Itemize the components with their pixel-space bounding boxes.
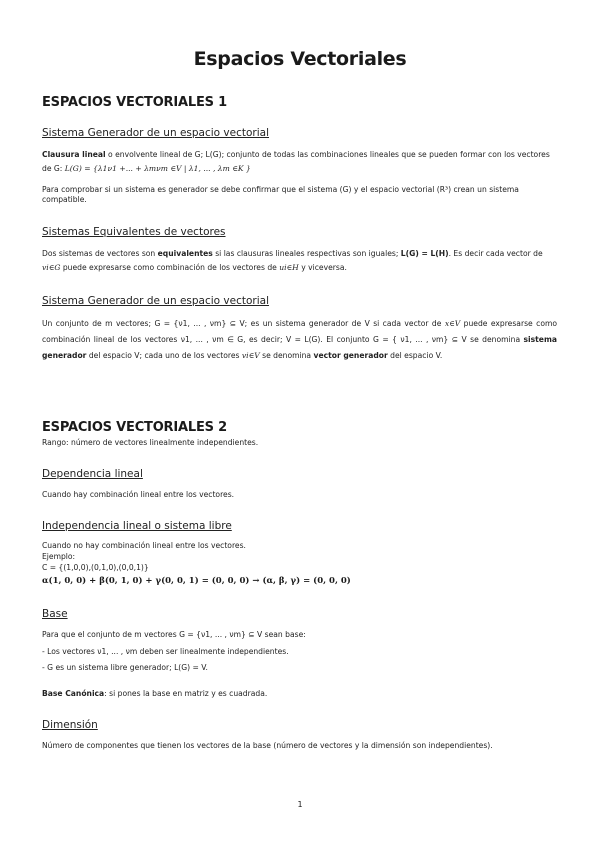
base-canonica-text: : si pones la base en matriz y es cuadrada.: [104, 689, 268, 698]
ejemplo-set: C = {(1,0,0),(0,1,0),(0,0,1)}: [42, 563, 149, 572]
base-canonica-paragraph: [42, 687, 557, 701]
independencia-lineal-text: Cuando no hay combinación lineal entre los vectores.: [42, 541, 246, 550]
clausura-lineal-paragraph: [42, 148, 557, 175]
equivalentes-text-b: si las clausuras lineales respectivas son iguales;: [212, 249, 401, 258]
subsection-sistema-generador-2-heading: Sistema Generador de un espacio vectorial: [42, 295, 270, 307]
ejemplo-label: Ejemplo:: [42, 552, 76, 561]
generador-text-d: se denomina: [259, 351, 314, 360]
generador-text-e: del espacio V.: [387, 351, 443, 360]
base-condition-2: - G es un sistema libre generador; L(G) = V.: [42, 663, 208, 672]
subsection-base-heading: Base: [42, 608, 68, 620]
generador-math-1: x∈V: [444, 319, 461, 328]
generador-math-2: vi∈V: [241, 351, 260, 360]
equivalentes-text-c: . Es decir cada vector de: [448, 249, 543, 258]
page-number: 1: [297, 800, 303, 809]
clausura-lineal-formula: L(G) = {λ1ν1 +... + λmνm ∈V | λ1, ... , λm ∈K }: [64, 163, 251, 173]
clausura-lineal-term: Clausura lineal: [42, 150, 106, 159]
subsection-sistemas-equivalentes-heading: Sistemas Equivalentes de vectores: [42, 226, 226, 238]
vector-generador-term: vector generador: [313, 351, 388, 360]
generador-text-b: puede expresarse como combinación lineal de los vectores ν1, ... , νm ∈ G, es decir; V = L(G). El conjunto G = { ν1, ... , νm} ⊆ V se denomina: [42, 319, 558, 344]
comprobar-sistema-paragraph: Para comprobar si un sistema es generador se debe confirmar que el sistema (G) y el espacio vectorial (R³) crean un sistema compatible.: [42, 185, 519, 204]
equivalentes-text-d: puede expresarse como combinación de los vectores de: [60, 262, 280, 272]
independencia-equation: α(1, 0, 0) + β(0, 1, 0) + γ(0, 0, 1) = (0, 0, 0) → (α, β, γ) = (0, 0, 0): [42, 576, 351, 586]
generador-text-c: del espacio V; cada uno de los vectores: [86, 351, 242, 360]
subsection-dimension-heading: Dimensión: [42, 719, 98, 731]
section-2-heading: ESPACIOS VECTORIALES 2: [42, 420, 227, 435]
subsection-sistema-generador-heading: Sistema Generador de un espacio vectorial: [42, 127, 270, 139]
rango-definition: Rango: número de vectores linealmente independientes.: [42, 438, 259, 447]
equivalentes-math-2: ui∈H: [279, 262, 299, 272]
generador-text-a: Un conjunto de m vectores; G = {ν1, ... , νm} ⊆ V; es un sistema generador de V si cada vector de: [42, 319, 445, 328]
equivalentes-formula: L(G) = L(H): [400, 249, 449, 258]
base-canonica-term: Base Canónica: [42, 689, 105, 698]
dimension-text: Número de componentes que tienen los vectores de la base (número de vectores y la dimensión son independientes).: [42, 741, 493, 750]
clausura-lineal-text: o envolvente lineal de G; L(G); conjunto de todas las combinaciones lineales que se pueden formar con los vectores de G:: [42, 150, 550, 173]
sistema-generador-term: sistema generador: [42, 335, 557, 360]
equivalentes-term: equivalentes: [157, 249, 213, 258]
subsection-independencia-lineal-heading: Independencia lineal o sistema libre: [42, 520, 232, 532]
base-condition-1: - Los vectores ν1, ... , νm deben ser linealmente independientes.: [42, 647, 289, 656]
sistemas-equivalentes-paragraph: [42, 247, 557, 274]
equivalentes-text-a: Dos sistemas de vectores son: [42, 249, 158, 258]
base-definition: Para que el conjunto de m vectores G = {ν1, ... , νm} ⊆ V sean base:: [42, 630, 306, 639]
section-1-heading: ESPACIOS VECTORIALES 1: [42, 95, 227, 110]
sistema-generador-definition-paragraph: [42, 316, 557, 364]
dependencia-lineal-text: Cuando hay combinación lineal entre los vectores.: [42, 490, 235, 499]
document-title: Espacios Vectoriales: [193, 48, 407, 70]
subsection-dependencia-lineal-heading: Dependencia lineal: [42, 468, 143, 480]
equivalentes-math-1: vi∈G: [42, 262, 61, 272]
equivalentes-text-e: y viceversa.: [298, 262, 347, 272]
